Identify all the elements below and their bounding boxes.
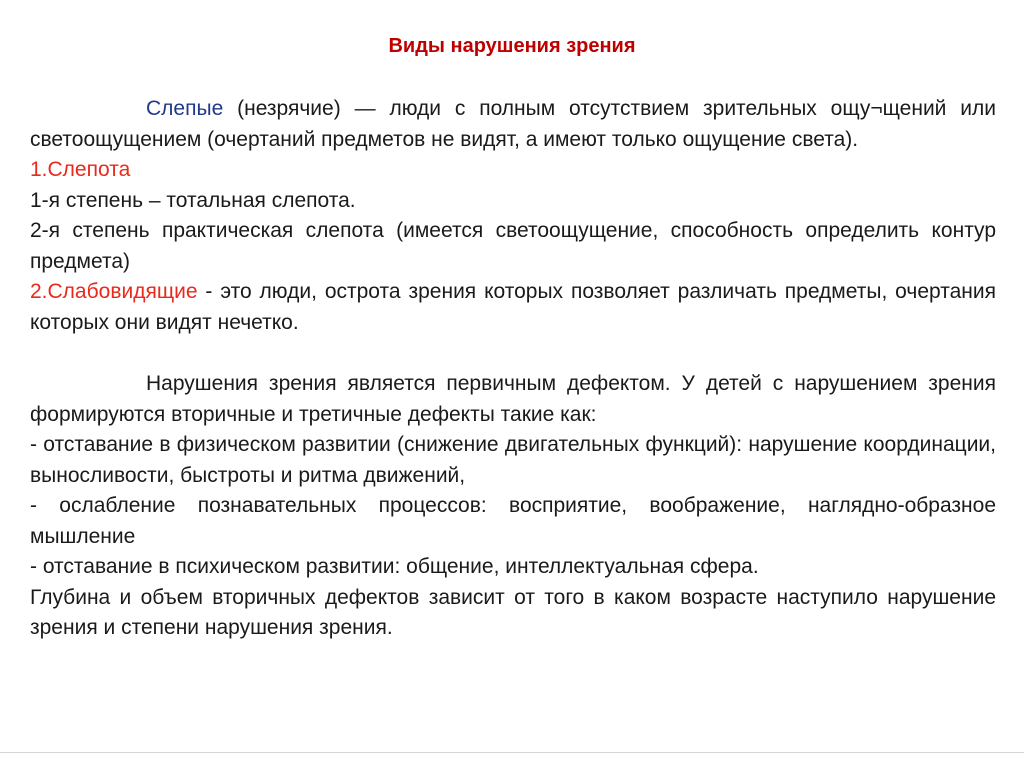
paragraph-blind-definition: [30, 94, 996, 155]
paragraph-primary-defect: Нарушения зрения является первичным дефектом. У детей с нарушением зрения формируются вторичные и третичные дефекты такие как:: [30, 372, 996, 426]
bullet-cognitive-processes: - ослабление познавательных процессов: восприятие, воображение, наглядно-образное мышление: [30, 494, 996, 548]
bottom-divider: [0, 752, 1024, 753]
heading-blindness: 1.Слепота: [30, 158, 131, 181]
degree-two: 2-я степень практическая слепота (имеется светоощущение, способность определить контур предмета): [30, 219, 996, 273]
bullet-physical-development: - отставание в физическом развитии (снижение двигательных функций): нарушение координации, выносливости, быстроты и ритма движений,: [30, 433, 996, 487]
low-vision-definition-text: - это люди, острота зрения которых позволяет различать предметы, очертания которых они видят нечетко.: [30, 280, 996, 334]
slide-body: [30, 94, 996, 644]
slide-title: Виды нарушения зрения: [388, 35, 636, 57]
paragraph-conclusion: Глубина и объем вторичных дефектов зависит от того в каком возрасте наступило нарушение зрения и степени нарушения зрения.: [30, 585, 996, 639]
term-blind: Слепые: [146, 97, 224, 120]
bullet-mental-development: - отставание в психическом развитии: общение, интеллектуальная сфера.: [30, 555, 759, 578]
spacer: [30, 338, 996, 369]
degree-one: 1-я степень – тотальная слепота.: [30, 188, 356, 212]
term-low-vision: 2.Слабовидящие: [30, 280, 198, 303]
paragraph-low-vision: [30, 277, 996, 338]
blind-definition-text: (незрячие) — люди с полным отсутствием зрительных ощу¬щений или светоощущением (очертаний предметов не видят, а имеют только ощущение света).: [30, 97, 996, 151]
